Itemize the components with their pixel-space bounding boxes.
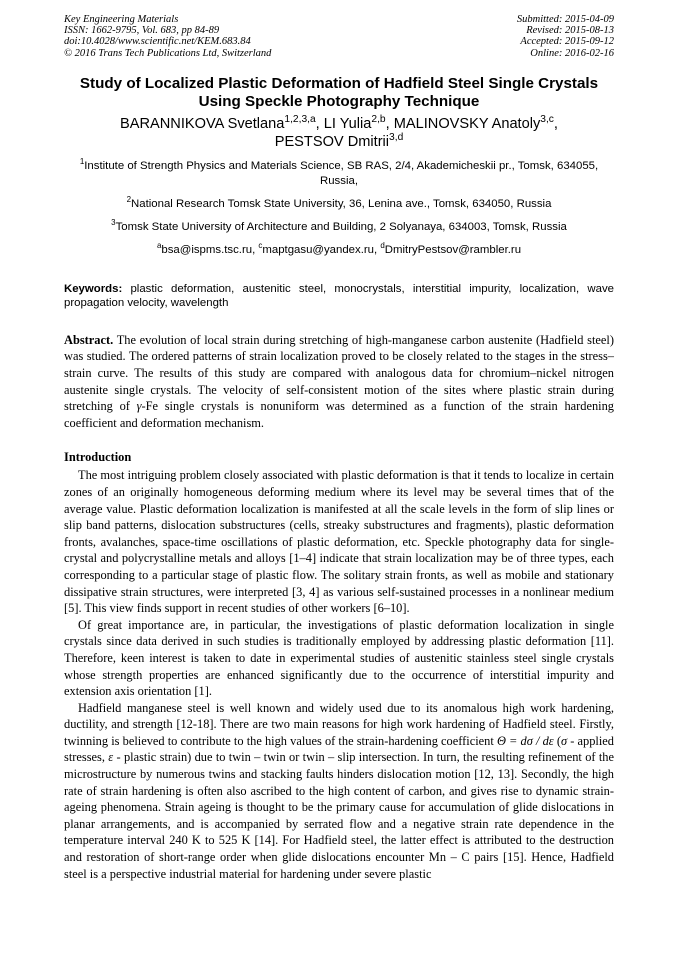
author-affiliation-sup: 1,2,3,a (284, 113, 316, 125)
paragraph: Of great importance are, in particular, the investigations of plastic deformation localization in single crystals since data derived in such studies is traditionally employed by addressing plastic deformation [11]. Therefore, keen interest is taken to date in experimental studies of austenitic stainless steel single crystals whose strength properties are enhanced significantly due to the occurrence of interstitial impurity and extension axis orientation [1]. (64, 617, 614, 699)
email-link[interactable]: maptgasu@yandex.ru, (262, 243, 381, 256)
author-emails (64, 243, 614, 258)
author-affiliation-sup: 2,b (371, 113, 386, 125)
abstract-text-end: -Fe single crystals is nonuniform was determined as a function of the strain hardening coefficient and deformation mechanism. (64, 399, 614, 430)
author-name: PESTSOV Dmitrii (274, 133, 390, 150)
author-list: BARANNIKOVA Svetlana$^{1,2,3,a}$, LI Yulia$^{2,b}$, MALINOVSKY Anatoly$^{3,c}$, PESTSOV Dmitrii$^{3,d}$ (120, 113, 558, 150)
affiliation-1 (64, 159, 614, 189)
publication-dates (517, 14, 614, 59)
email-sup: d (380, 241, 385, 251)
affiliation-text: National Research Tomsk State University, 36, Lenina ave., Tomsk, 634050, Russia (131, 197, 552, 210)
author-affiliation-sup: 3,d (389, 131, 404, 143)
affiliation-3 (64, 220, 614, 235)
paragraph-text: Hadfield manganese steel is well known and widely used due to its anomalous high work hardening, ductility, and strength [12-18]. There are two main reasons for high work hardening of Hadfield steel. Firstly, twinning is believed to contribute to the high values of the strain-hardening coefficient (64, 700, 614, 748)
accepted-date: Accepted: 2015-09-12 (520, 36, 614, 48)
email-link[interactable]: DmitryPestsov@rambler.ru (384, 243, 522, 256)
abstract-text: The evolution of local strain during stretching of high-manganese carbon austenite (Hadfield steel) was studied. The ordered patterns of strain localization proved to be closely related to the stages in the stress–strain curve. The results of this study are compared with analogous data for chromium–nickel nitrogen austenite single crystals. The velocity of self-consistent motion of the sites where plastic strain during stretching of (64, 332, 614, 414)
online-date: Online: 2016-02-16 (530, 47, 614, 59)
submitted-date: Submitted: 2015-04-09 (516, 14, 614, 25)
affiliation-text: Tomsk State University of Architecture and Building, 2 Solyanaya, 634003, Tomsk, Russia (115, 220, 567, 233)
keywords (64, 282, 614, 310)
journal-info (64, 14, 271, 59)
keywords-text: plastic deformation, austenitic steel, monocrystals, interstitial impurity, localization, wave propagation velocity, wavelength (64, 282, 614, 309)
introduction-body (64, 467, 614, 882)
affiliation-sup: 1 (79, 157, 85, 167)
affiliation-2 (64, 197, 614, 212)
author-name: BARANNIKOVA Svetlana (120, 115, 285, 132)
affiliations (64, 159, 614, 258)
email-link[interactable]: bsa@ispms.tsc.ru, (161, 243, 259, 256)
journal-header (64, 14, 614, 59)
paragraph-text: - applied stresses, (64, 733, 614, 765)
paragraph-text: - plastic strain) due to twin – twin or twin – slip intersection. In turn, the resulting refinement of the microstructure by numerous twins and stacking faults hinders dislocation motion [12, 13]. Secondly, the high rate of strain hardening is often also ascribed to the high content of carbon, and gives rise to dynamic strain-ageing phenomena. Strain ageing is thought to be the primary cause for accumulation of glide dislocations in planar arrangements, and is accompanied by serrated flow and a negative strain rate dependence in the temperature interval 240 K to 525 K [14]. For Hadfield steel, the latter effect is attributed to the destruction and restoration of short-range order when glide dislocations encounter Mn – C pairs [15]. Hence, Hadfield steel is a perspective industrial material for hardening under severe plastic (64, 750, 614, 881)
gamma-symbol: γ (136, 399, 142, 414)
paragraph (64, 700, 614, 883)
title-line-2: Using Speckle Photography Technique (198, 92, 480, 110)
abstract (64, 332, 614, 432)
journal-issn: ISSN: 1662-9795, Vol. 683, pp 84-89 (64, 25, 220, 37)
paragraph-text: ( (553, 733, 561, 748)
strain-hardening-formula: Θ = dσ / dε (496, 733, 554, 748)
author-name: LI Yulia (323, 115, 372, 132)
paper-title (64, 75, 614, 111)
affiliation-sup: 2 (126, 195, 132, 205)
email-sup: a (156, 241, 162, 251)
revised-date: Revised: 2015-08-13 (526, 25, 614, 37)
keywords-label: Keywords: (64, 282, 123, 295)
epsilon-symbol: ε (108, 750, 114, 765)
journal-doi: doi:10.4028/www.scientific.net/KEM.683.84 (64, 36, 251, 48)
author-affiliation-sup: 3,c (540, 113, 554, 125)
affiliation-sup: 3 (111, 218, 116, 228)
email-sup: c (258, 241, 263, 251)
sigma-symbol: σ (560, 733, 568, 748)
journal-copyright: © 2016 Trans Tech Publications Ltd, Switzerland (64, 47, 272, 59)
title-line-1: Study of Localized Plastic Deformation of Hadfield Steel Single Crystals (79, 74, 599, 92)
affiliation-text: Institute of Strength Physics and Materials Science, SB RAS, 2/4, Akademicheskii pr., Tomsk, 634055, Russia, (84, 159, 599, 187)
paragraph: The most intriguing problem closely associated with plastic deformation is that it tends to localize in certain zones of an originally homogeneous deforming medium where its level may be several times that of the average value. Plastic deformation localization is manifested at all the scale levels in the form of slip lines or slip band patterns, dislocation substructures (cells, streaky substructures and fragments), plastic deformation fronts, avalanches, space-time oscillations of plastic deformation, etc. Speckle photography data for single-crystal and polycrystalline metals and alloys [1–4] indicate that strain localization may be of three types, each corresponding to a particular stage of plastic flow. The solitary strain fronts, as well as mobile and stationary dissipative strain structures, were interpreted [3, 4] as various self-sustained processes in a nonlinear medium [5]. This view finds support in recent studies of other workers [6–10]. (64, 468, 614, 616)
author-name: MALINOVSKY Anatoly (393, 115, 541, 132)
abstract-label: Abstract. (64, 332, 114, 347)
section-heading-introduction: Introduction (64, 450, 132, 465)
journal-name: Key Engineering Materials (64, 14, 179, 25)
